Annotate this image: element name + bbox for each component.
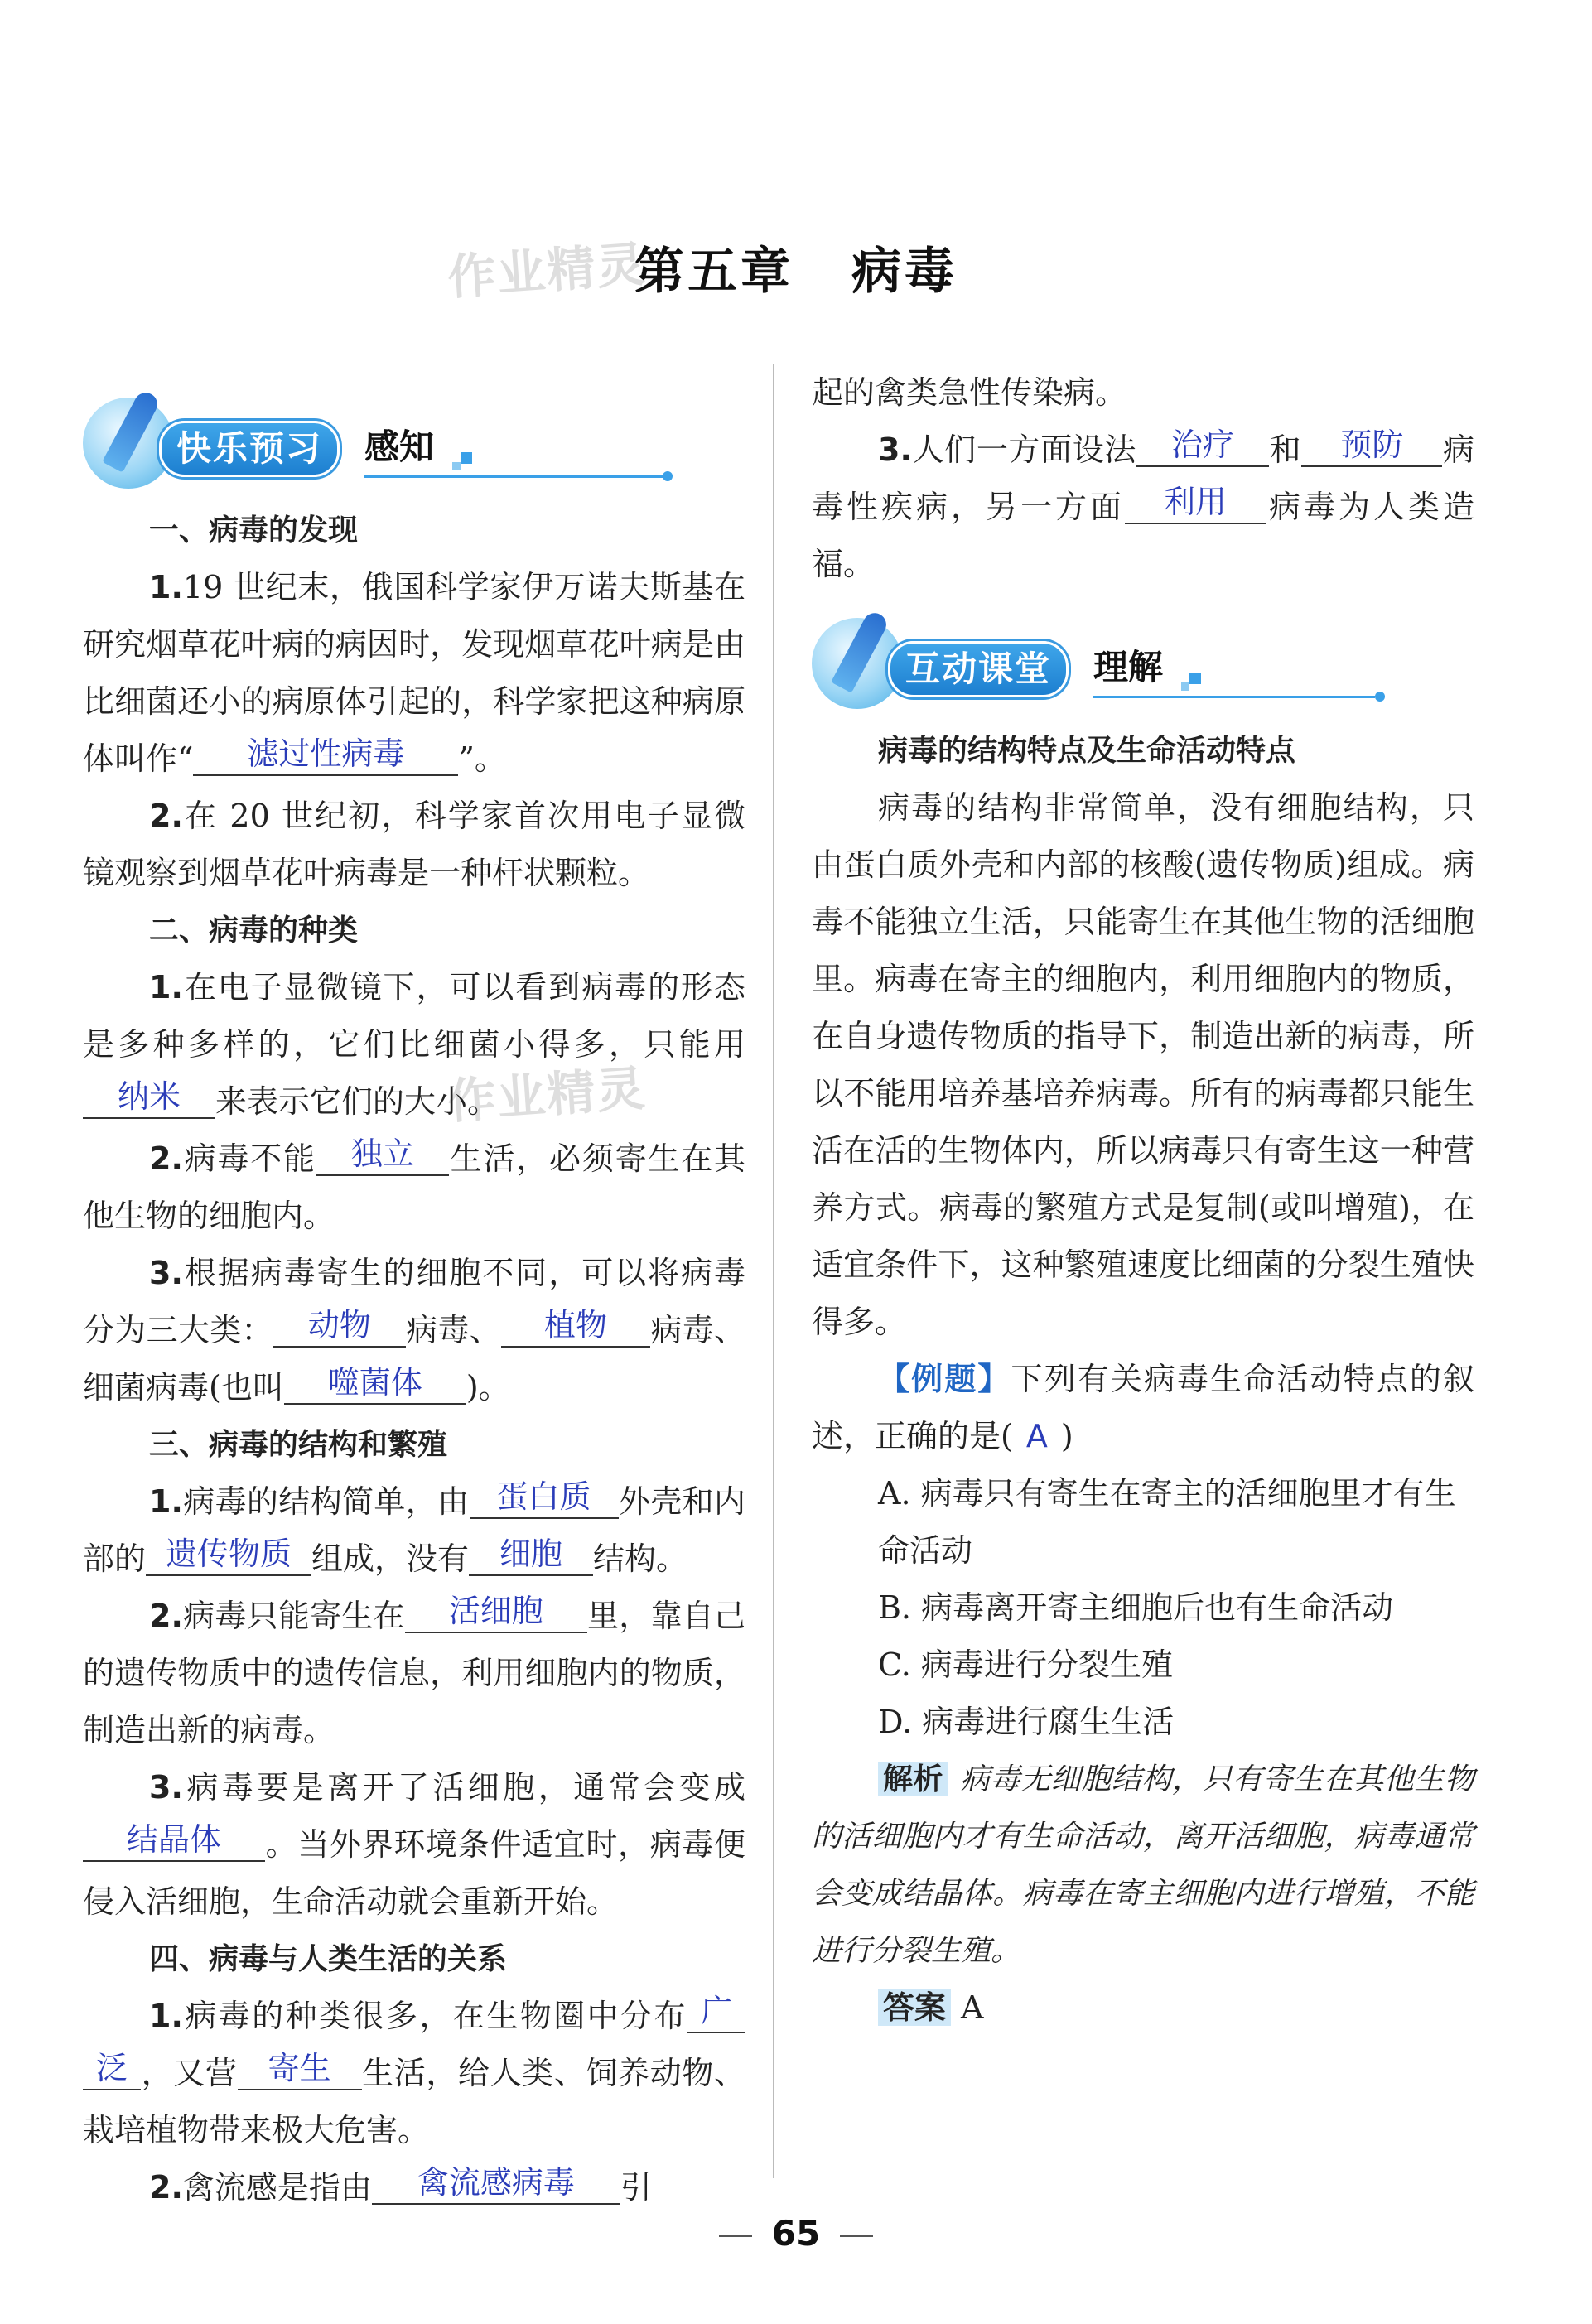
- chapter-title: [0, 232, 1592, 303]
- banner-rule: [364, 475, 663, 478]
- section-heading: 三、病毒的结构和繁殖: [149, 1428, 448, 1462]
- square-decoration: [461, 452, 472, 464]
- answer-blank: 治疗: [1136, 424, 1269, 467]
- answer-blank: 结晶体: [83, 1819, 265, 1862]
- answer-blank: 噬菌体: [284, 1362, 466, 1405]
- watermark-middle: 作业精灵: [446, 1059, 649, 1131]
- answer-blank: 蛋白质: [470, 1476, 619, 1519]
- example-question: 【例题】下列有关病毒生命活动特点的叙述，正确的是( A ): [812, 1361, 1474, 1454]
- question-text: 1.病毒的种类很多，在生物圈中分布 广泛 ，又营 寄生 生活，给人类、饲养动物、栽培植物带来极大危害。: [83, 1988, 745, 2159]
- example-answer: A: [1025, 1418, 1048, 1454]
- banner-dot: [663, 471, 673, 481]
- left-column: [83, 389, 745, 2216]
- section-heading: 二、病毒的种类: [149, 914, 359, 947]
- answer-blank: 广: [687, 1990, 745, 2033]
- square-decoration-small: [1181, 682, 1189, 691]
- answer-blank: 滤过性病毒: [193, 733, 458, 776]
- option-d: D. 病毒进行腐生生活: [878, 1704, 1175, 1740]
- answer-blank: 细胞: [469, 1533, 593, 1576]
- option-a: A. 病毒只有寄生在寄主的活细胞里才有生命活动: [878, 1475, 1456, 1569]
- watermark-top: 作业精灵: [446, 235, 649, 306]
- question-text: 1.19 世纪末，俄国科学家伊万诺夫斯基在研究烟草花叶病的病因时，发现烟草花叶病是由比细菌还小的病原体引起的，科学家把这种病原体叫作“ 滤过性病毒 ”。: [83, 569, 745, 777]
- answer-blank: 活细胞: [405, 1590, 587, 1633]
- square-decoration-small: [452, 462, 461, 470]
- page-number-dash-right: [840, 2235, 873, 2237]
- section-heading: 一、病毒的发现: [149, 513, 359, 547]
- answer-paragraph: 答案 A: [812, 1979, 1474, 2037]
- chapter-number: 第五章: [634, 243, 794, 301]
- banner-pill: 快乐预习: [159, 421, 340, 477]
- question-text: 1.在电子显微镜下，可以看到病毒的形态是多种多样的，它们比细菌小得多，只能用纳米 来表示它们的大小。: [83, 969, 745, 1120]
- question-text: 1.病毒的结构简单，由 蛋白质 外壳和内部的 遗传物质 组成，没有 细胞 结构。: [83, 1473, 745, 1588]
- analysis-label: 解析: [878, 1762, 948, 1796]
- question-text-continued: 起的禽类急性传染病。: [812, 374, 1127, 411]
- question-text: 2.病毒不能 独立 生活，必须寄生在其他生物的细胞内。: [83, 1131, 745, 1245]
- question-text: 2.病毒只能寄生在 活细胞 里，靠自己的遗传物质中的遗传信息，利用细胞内的物质，制造出新的病毒。: [83, 1588, 745, 1759]
- answer-blank: 预防: [1301, 424, 1442, 467]
- answer-blank: 遗传物质: [146, 1533, 311, 1576]
- answer-label: 答案: [878, 1989, 951, 2026]
- page-number: 65: [0, 2213, 1592, 2254]
- option-c: C. 病毒进行分裂生殖: [878, 1647, 1173, 1683]
- answer-blank: 纳米: [83, 1076, 215, 1119]
- right-column: [812, 364, 1474, 2037]
- banner-rule: [1093, 696, 1375, 698]
- question-text: 3.根据病毒寄生的细胞不同，可以将病毒分为三大类： 动物 病毒、 植物 病毒、细菌病毒(也叫 噬菌体 )。: [83, 1255, 745, 1405]
- preview-banner: [83, 389, 745, 497]
- answer-blank: 寄生: [238, 2047, 362, 2090]
- question-text: 2.在 20 世纪初，科学家首次用电子显微镜观察到烟草花叶病毒是一种杆状颗粒。: [83, 798, 745, 891]
- topic-heading: 病毒的结构特点及生命活动特点: [878, 734, 1296, 768]
- analysis-paragraph: 解析 病毒无细胞结构，只有寄生在其他生物的活细胞内才有生命活动，离开活细胞，病毒通常会变成结晶体。病毒在寄主细胞内进行增殖，不能进行分裂生殖。: [812, 1762, 1474, 1968]
- banner-dot: [1375, 692, 1385, 702]
- question-text: 3.病毒要是离开了活细胞，通常会变成结晶体 。当外界环境条件适宜时，病毒便侵入活细胞，生命活动就会重新开始。: [83, 1769, 745, 1920]
- banner-pill: 互动课堂: [888, 641, 1069, 697]
- banner-tail: 理解: [1093, 647, 1164, 687]
- square-decoration: [1189, 673, 1201, 684]
- example-tag: 【例题】: [878, 1361, 1011, 1397]
- column-divider: [773, 364, 774, 2178]
- answer-blank: 植物: [501, 1304, 650, 1348]
- chapter-name: 病毒: [851, 243, 958, 301]
- answer-blank: 禽流感病毒: [372, 2162, 620, 2205]
- question-text: 2.禽流感是指由 禽流感病毒 引: [83, 2159, 745, 2216]
- answer-blank: 独立: [316, 1133, 449, 1176]
- classroom-banner: [812, 610, 1474, 717]
- answer-blank: 利用: [1125, 481, 1266, 524]
- answer-blank: 泛: [83, 2047, 141, 2090]
- answer-blank: 动物: [273, 1304, 406, 1348]
- page-number-dash-left: [719, 2235, 752, 2237]
- banner-tail: 感知: [364, 427, 435, 467]
- option-b: B. 病毒离开寄主细胞后也有生命活动: [878, 1589, 1394, 1626]
- section-heading: 四、病毒与人类生活的关系: [149, 1942, 508, 1976]
- question-text: 3.人们一方面设法 治疗 和 预防 病毒性疾病，另一方面 利用 病毒为人类造福。: [812, 422, 1474, 593]
- topic-body: 病毒的结构非常简单，没有细胞结构，只由蛋白质外壳和内部的核酸(遗传物质)组成。病毒不能独立生活，只能寄生在其他生物的活细胞里。病毒在寄主的细胞内，利用细胞内的物质，在自身遗传物质的指导下，制造出新的病毒，所以不能用培养基培养病毒。所有的病毒都只能生活在活的生物体内，所以病毒只有寄生这一种营养方式。病毒的繁殖方式是复制(或叫增殖)，在适宜条件下，这种繁殖速度比细菌的分裂生殖快得多。: [812, 789, 1474, 1340]
